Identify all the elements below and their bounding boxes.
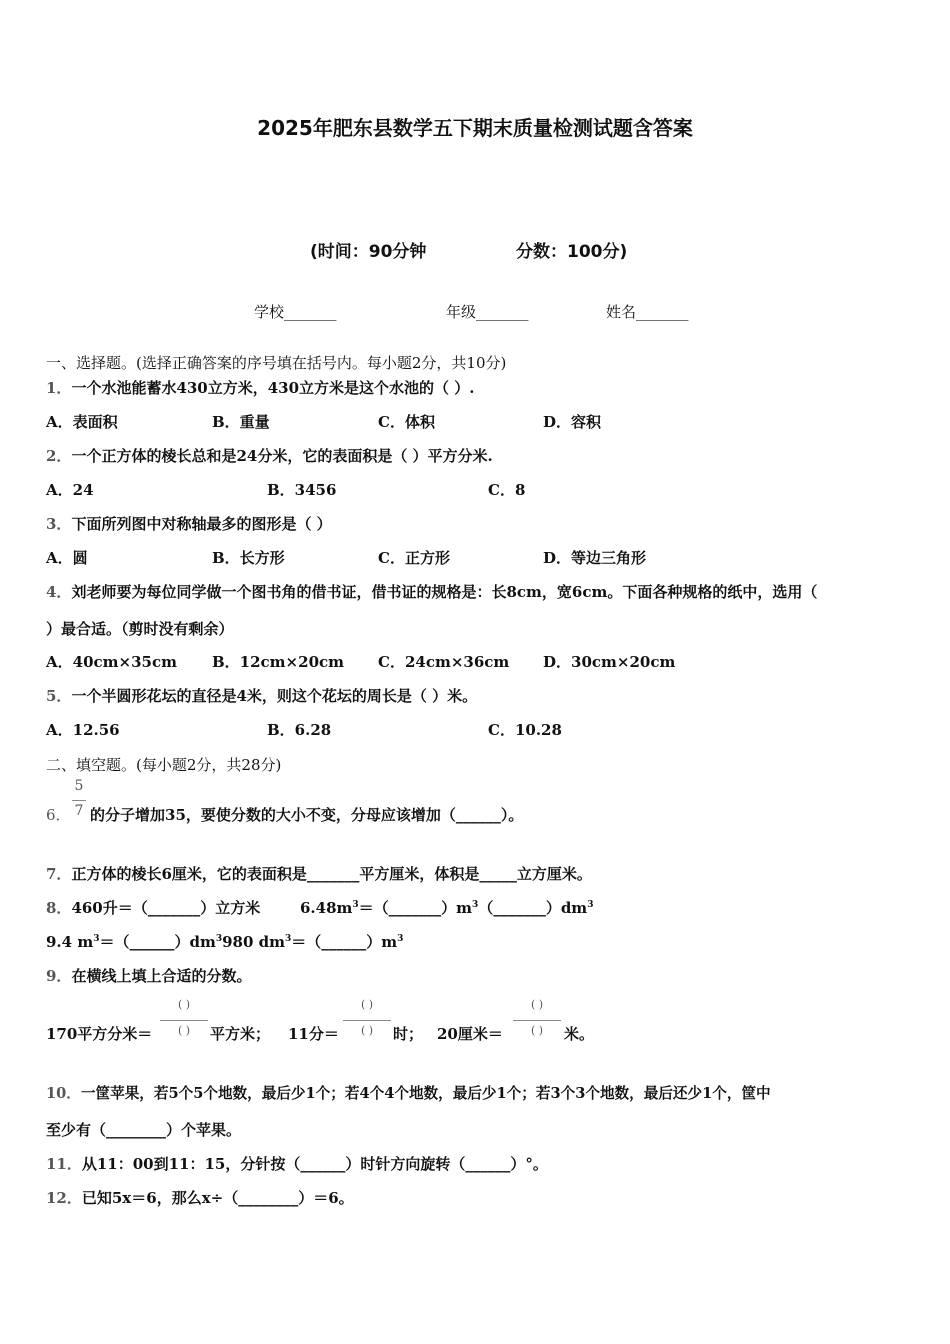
q9-part-1-label: 170平方分米＝: [46, 1025, 153, 1043]
question-text: 已知5x＝6，那么x÷（________）＝6。: [81, 1189, 354, 1207]
question-number: 3．: [46, 515, 72, 533]
exponent: 3: [285, 934, 292, 944]
q8-b1: 6.48m: [300, 899, 353, 917]
q5-option-a: A．12.56: [46, 721, 120, 739]
q9-fraction-blank-2[interactable]: [343, 998, 391, 1042]
q1-option-b: B．重量: [212, 413, 270, 431]
q3-option-a: A．圆: [46, 549, 88, 567]
q4-option-b: B．12cm×20cm: [212, 653, 345, 671]
question-number: 10．: [46, 1085, 81, 1102]
exam-score: 分数：100分): [516, 242, 628, 262]
question-text: 正方体的棱长6厘米，它的表面积是_______平方厘米，体积是_____立方厘米。: [71, 865, 592, 883]
section-2-heading: 二、填空题。(每小题2分，共28分): [46, 756, 282, 774]
question-6-number: 6．: [46, 806, 71, 824]
q2-option-a: A．24: [46, 481, 94, 499]
q8-part-b: [300, 897, 593, 918]
q9-part-3-unit: 米。: [564, 1025, 595, 1043]
q2-option-c: C．8: [488, 481, 526, 499]
question-10-cont: 至少有（________）个苹果。: [46, 1121, 242, 1139]
q9-part-2-label: 11分＝: [288, 1025, 339, 1043]
q3-option-d: D．等边三角形: [543, 549, 647, 567]
q8-c1: 9.4 m: [46, 933, 94, 951]
question-number: 4．: [46, 583, 72, 601]
exponent: 3: [93, 934, 100, 944]
question-number: 8．: [46, 899, 72, 917]
q9-fraction-blank-3[interactable]: [513, 998, 561, 1042]
q9-part-3-label: 20厘米＝: [437, 1025, 503, 1043]
fraction-blank-bottom[interactable]: ( ): [530, 1024, 544, 1037]
q8-b3: （_______）dm: [478, 899, 588, 917]
exponent: 3: [215, 934, 223, 944]
question-8-line-2: [46, 931, 403, 952]
q9-part-2-unit: 时；: [393, 1025, 424, 1043]
question-6-text: 的分子增加35，要使分数的大小不变，分母应该增加（______）。: [90, 806, 524, 824]
grade-field: 年级_______: [446, 303, 529, 321]
question-number: 1．: [46, 379, 72, 397]
question-12: [46, 1187, 354, 1208]
fraction-denominator: 7: [74, 803, 84, 819]
exponent: 3: [587, 900, 594, 910]
question-number: 11．: [46, 1155, 82, 1173]
question-4: [46, 581, 817, 602]
exponent: 3: [397, 934, 404, 944]
question-11: [46, 1153, 548, 1174]
question-text: 一个水池能蓄水430立方米，430立方米是这个水池的（ ）.: [71, 379, 475, 397]
fraction-numerator: 5: [74, 778, 84, 794]
question-text: 刘老师要为每位同学做一个图书角的借书证，借书证的规格是：长8cm，宽6cm。下面各种规格的纸中，选用（: [71, 583, 818, 601]
q4-option-a: A．40cm×35cm: [46, 653, 177, 671]
fraction-blank-top[interactable]: ( ): [177, 998, 191, 1011]
question-number: 5．: [46, 687, 72, 705]
q9-fraction-blank-1[interactable]: [160, 998, 208, 1042]
q4-option-c: C．24cm×36cm: [378, 653, 510, 671]
question-1: [46, 377, 475, 398]
question-text: 一个正方体的棱长总和是24分米，它的表面积是（ ）平方分米.: [71, 447, 493, 465]
question-text: 一个半圆形花坛的直径是4米，则这个花坛的周长是（ ）米。: [71, 687, 478, 705]
question-7: [46, 863, 592, 884]
question-text: 一筐苹果，若5个5个地数，最后少1个；若4个4个地数，最后少1个；若3个3个地数，最后还少1个，筐中: [80, 1085, 771, 1102]
q5-option-c: C．10.28: [488, 721, 562, 739]
section-1-heading: 一、选择题。(选择正确答案的序号填在括号内。每小题2分，共10分): [46, 354, 507, 372]
q8-part-a: 460升＝（_______）立方米: [71, 899, 261, 917]
school-field: 学校_______: [254, 303, 337, 321]
q2-option-b: B．3456: [267, 481, 337, 499]
q9-part-1-unit: 平方米；: [210, 1025, 271, 1043]
q3-option-c: C．正方形: [378, 549, 450, 567]
question-10: [46, 1082, 771, 1103]
question-5: [46, 685, 477, 706]
q1-option-d: D．容积: [543, 413, 602, 431]
q5-option-b: B．6.28: [267, 721, 332, 739]
q8-c2: ＝（______）dm: [99, 933, 216, 951]
question-number: 7．: [46, 865, 72, 883]
question-8-line-1: [46, 897, 260, 918]
fraction-blank-top[interactable]: ( ): [360, 998, 374, 1011]
question-2: [46, 445, 493, 466]
q8-c4: ＝（______）m: [291, 933, 398, 951]
q1-option-a: A．表面积: [46, 413, 118, 431]
exponent: 3: [352, 900, 359, 910]
question-text: 在横线上填上合适的分数。: [71, 967, 252, 985]
question-number: 2．: [46, 447, 72, 465]
q1-option-c: C．体积: [378, 413, 435, 431]
q8-c3: 980 dm: [222, 933, 286, 951]
q3-option-b: B．长方形: [212, 549, 285, 567]
question-4-cont: ）最合适。（剪时没有剩余）: [46, 620, 234, 638]
exponent: 3: [472, 900, 479, 910]
question-text: 下面所列图中对称轴最多的图形是（ ）: [71, 515, 332, 533]
question-number: 9．: [46, 967, 72, 985]
q8-b2: ＝（_______）m: [358, 899, 473, 917]
q4-option-d: D．30cm×20cm: [543, 653, 676, 671]
fraction-blank-bottom[interactable]: ( ): [177, 1024, 191, 1037]
question-text: 从11：00到11：15，分针按（______）时针方向旋转（______）°。: [81, 1155, 548, 1173]
fraction-5-7: [72, 778, 86, 822]
question-number: 12．: [46, 1189, 82, 1207]
fraction-blank-bottom[interactable]: ( ): [360, 1024, 374, 1037]
name-field: 姓名_______: [606, 303, 689, 321]
question-9: [46, 965, 251, 986]
fraction-blank-top[interactable]: ( ): [530, 998, 544, 1011]
question-3: [46, 513, 332, 534]
page-title: 2025年肥东县数学五下期末质量检测试题含答案: [257, 116, 693, 140]
exam-time: (时间：90分钟: [310, 242, 427, 262]
